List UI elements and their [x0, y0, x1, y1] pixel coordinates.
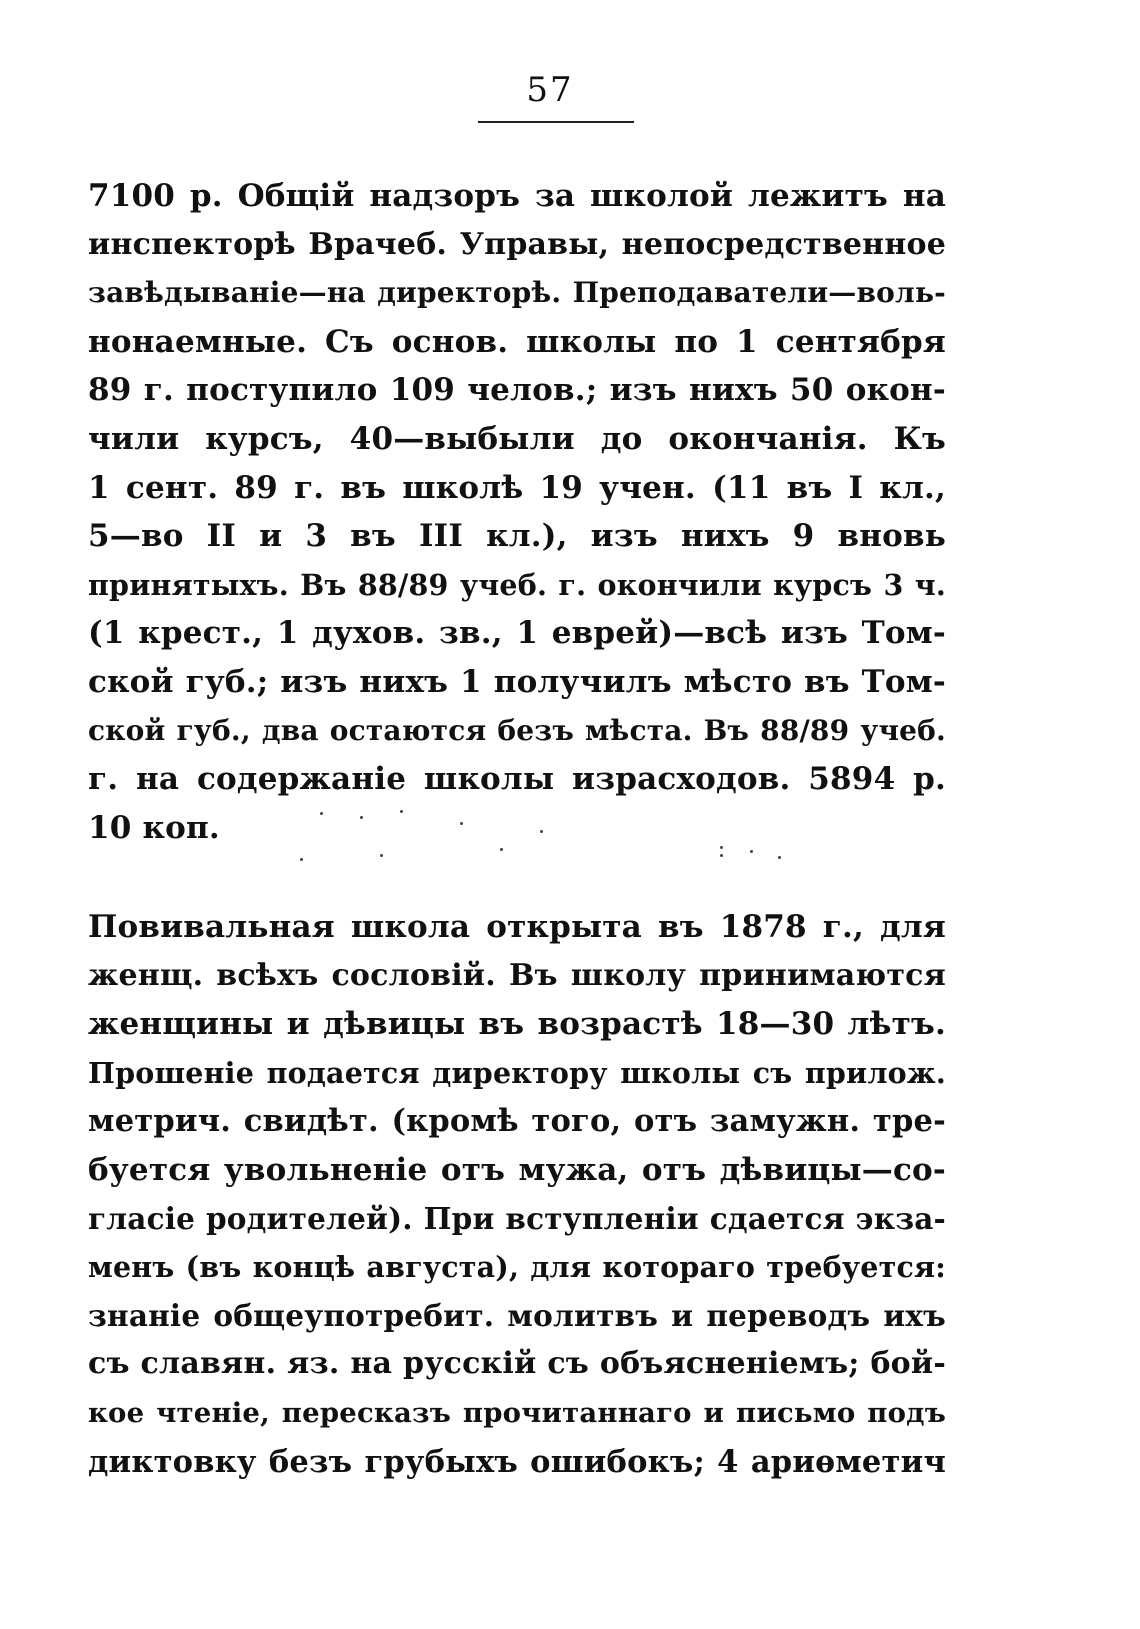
- page-number-rule: [478, 121, 634, 123]
- text-line: 89 г. поступило 109 челов.; изъ нихъ 50 окон-: [88, 372, 946, 409]
- text-line: съ славян. яз. на русскій съ объясненіемъ; бой-: [88, 1346, 946, 1382]
- text-line: г. на содержаніе школы израсходов. 5894 р.: [88, 761, 946, 798]
- text-line: ской губ.; изъ нихъ 1 получилъ мѣсто въ Том-: [88, 663, 946, 700]
- text-line: Повивальная школа открыта въ 1878 г., для: [88, 909, 946, 945]
- text-line: инспекторѣ Врачеб. Управы, непосредственное: [88, 226, 946, 262]
- text-line: гласіе родителей). При вступленіи сдается экза-: [88, 1200, 946, 1236]
- text-line: менъ (въ концѣ августа), для котораго требуется:: [88, 1250, 946, 1285]
- text-line: буется увольненіе отъ мужа, отъ дѣвицы—со-: [88, 1151, 946, 1188]
- text-line: диктовку безъ грубыхъ ошибокъ; 4 ариѳметич: [88, 1443, 946, 1480]
- text-line: 7100 р. Общій надзоръ за школой лежитъ на: [88, 178, 946, 214]
- text-line: кое чтеніе, пересказъ прочитаннаго и письмо подъ: [88, 1396, 946, 1429]
- text-line: завѣдываніе—на директорѣ. Преподаватели—воль-: [88, 276, 946, 310]
- text-line: нонаемные. Съ основ. школы по 1 сентября: [88, 323, 946, 360]
- text-line: 1 сент. 89 г. въ школѣ 19 учен. (11 въ I кл.,: [88, 469, 946, 506]
- text-line: знаніе общеупотребит. молитвъ и переводъ ихъ: [88, 1297, 946, 1333]
- page-number: 57: [526, 70, 574, 110]
- text-line: женщины и дѣвицы въ возрастѣ 18—30 лѣтъ.: [88, 1006, 946, 1043]
- text-line: 5—во II и 3 въ III кл.), изъ нихъ 9 вновь: [88, 518, 946, 555]
- text-line: Прошеніе подается директору школы съ прилож.: [88, 1055, 946, 1090]
- text-line: принятыхъ. Въ 88/89 учеб. г. окончили курсъ 3 ч.: [88, 567, 946, 602]
- text-line: метрич. свидѣт. (кромѣ того, отъ замужн. тре-: [88, 1103, 946, 1140]
- text-line: чили курсъ, 40—выбыли до окончанія. Къ: [88, 420, 946, 457]
- text-line: женщ. всѣхъ сословій. Въ школу принимаются: [88, 957, 946, 993]
- text-line: ской губ., два остаются безъ мѣста. Въ 88/89 учеб.: [88, 713, 946, 747]
- paragraph-midwifery-school: [88, 903, 946, 1486]
- text-line: 10 коп.: [88, 809, 220, 846]
- paragraph-school-statistics: [88, 172, 946, 852]
- text-line: (1 крест., 1 духов. зв., 1 еврей)—всѣ изъ Том-: [88, 615, 946, 652]
- scan-speckles: [300, 810, 800, 890]
